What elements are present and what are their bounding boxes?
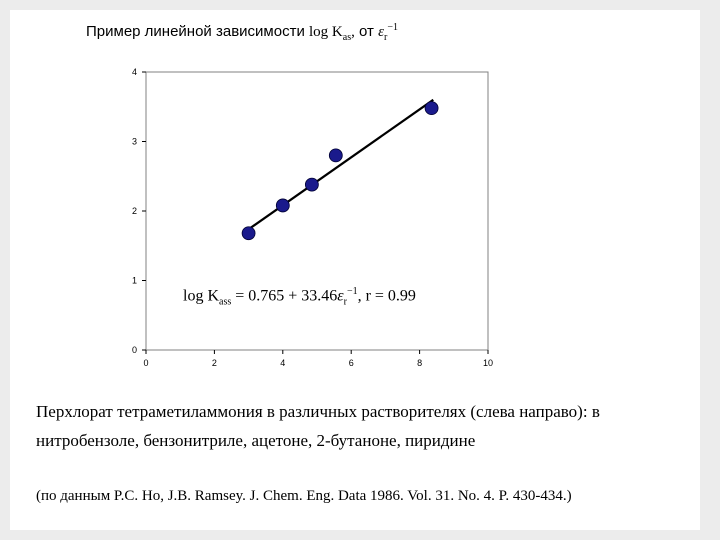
x-tick-label: 0: [143, 358, 149, 368]
plot-area-frame: [146, 72, 488, 350]
scatter-chart: [10, 10, 700, 390]
y-tick-label: 4: [131, 67, 137, 77]
y-tick-label: 0: [131, 345, 137, 355]
slide: [10, 10, 700, 530]
y-tick-label: 2: [131, 206, 137, 216]
data-point: [305, 178, 318, 191]
x-tick-label: 2: [211, 358, 217, 368]
y-tick-label: 1: [131, 275, 137, 286]
data-point: [425, 102, 438, 115]
figure-caption: Перхлорат тетраметиламмония в различных растворителях (слева направо): в нитробензоле, бензонитриле, ацетоне, 2-бутаноне, пиридине: [36, 402, 600, 450]
chart-title-from: от: [359, 23, 374, 40]
chart-title-epsilon: $\varepsilon_r^{-1}$: [378, 22, 398, 43]
y-tick-label: 3: [131, 136, 137, 147]
data-point: [242, 227, 255, 240]
regression-equation: $\log K_{ass} = 0.765 + 33.46\varepsilon_r^{-1}$, r = 0.99: [183, 286, 416, 308]
chart-title-log: $\log K_{as}$,: [309, 24, 355, 43]
regression-line: [247, 100, 433, 231]
data-point: [276, 199, 289, 212]
x-tick-label: 4: [280, 358, 286, 368]
x-tick-label: 6: [348, 358, 354, 368]
data-point: [329, 149, 342, 162]
x-tick-label: 10: [482, 358, 494, 368]
x-tick-label: 8: [417, 358, 423, 368]
source-citation: (по данным P.C. Ho, J.B. Ramsey. J. Chem. Eng. Data 1986. Vol. 31. No. 4. P. 430-434.): [36, 488, 572, 504]
chart-title-text: Пример линейной зависимости: [86, 23, 305, 40]
